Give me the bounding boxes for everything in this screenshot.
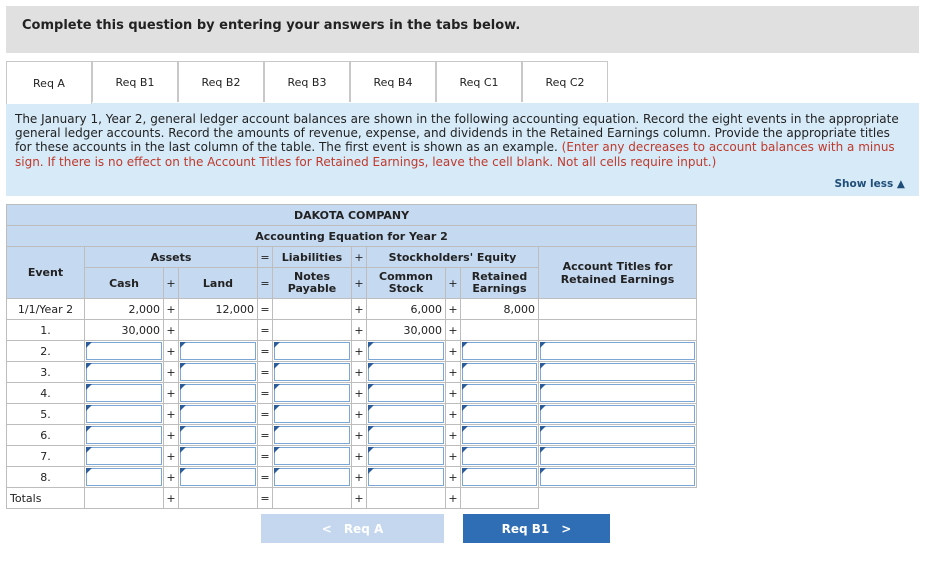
table-row [7, 341, 697, 362]
plus-sign: + [352, 299, 367, 320]
plus-sign: + [164, 446, 179, 467]
plus-sign: + [164, 383, 179, 404]
liabilities-header: Liabilities [273, 247, 352, 268]
question-header [6, 6, 919, 53]
plus-sign: + [352, 341, 367, 362]
plus-sign: + [164, 341, 179, 362]
titles-total [539, 488, 697, 509]
equals-sign: = [258, 488, 273, 509]
instructions-main: The January 1, Year 2, general ledger account balances are shown in the following accounting equation. Record the eight events in the appropriate general ledger accounts. Record the amounts of revenue, expense, and dividends in the Retained Earnings column. Provide the appropriate titles for these accounts in the last column of the table. The first event is shown as an example. [15, 112, 899, 155]
land-input[interactable] [179, 467, 258, 488]
common-total [367, 488, 446, 509]
triangle-up-icon: ▲ [896, 178, 905, 190]
plus-sign: + [164, 425, 179, 446]
show-less-toggle[interactable] [834, 178, 905, 190]
cash-value: 30,000 [85, 320, 164, 341]
equals-sign: = [258, 446, 273, 467]
notes-payable-input[interactable] [273, 362, 352, 383]
notes-value [273, 299, 352, 320]
equals-sign: = [258, 404, 273, 425]
prev-req-label: Req A [343, 521, 384, 536]
event-label: 6. [7, 425, 85, 446]
equals-sign: = [258, 247, 273, 268]
land-header: Land [179, 268, 258, 299]
notes-payable-input[interactable] [273, 341, 352, 362]
table-row [7, 299, 697, 320]
plus-sign: + [446, 488, 461, 509]
show-less-label: Show less [834, 178, 894, 190]
table-subtitle: Accounting Equation for Year 2 [7, 226, 697, 247]
plus-sign: + [352, 247, 367, 268]
equals-sign: = [258, 467, 273, 488]
notes-payable-header: Notes Payable [273, 268, 352, 299]
table-row [7, 362, 697, 383]
retained-value: 8,000 [461, 299, 539, 320]
plus-sign: + [352, 320, 367, 341]
equals-sign: = [258, 341, 273, 362]
titles-value [539, 299, 697, 320]
event-header: Event [7, 247, 85, 299]
cash-input[interactable] [85, 446, 164, 467]
land-value: 12,000 [179, 299, 258, 320]
plus-sign: + [164, 268, 179, 299]
common-stock-input[interactable] [367, 467, 446, 488]
notes-value [273, 320, 352, 341]
common-stock-input[interactable] [367, 362, 446, 383]
common-value: 30,000 [367, 320, 446, 341]
titles-value [539, 320, 697, 341]
retained-earnings-input[interactable] [461, 467, 539, 488]
tab-req-c1[interactable]: Req C1 [436, 61, 522, 102]
event-label: 2. [7, 341, 85, 362]
cash-input[interactable] [85, 383, 164, 404]
land-input[interactable] [179, 383, 258, 404]
plus-sign: + [164, 467, 179, 488]
table-row [7, 320, 697, 341]
plus-sign: + [352, 446, 367, 467]
plus-sign: + [352, 404, 367, 425]
retained-earnings-header: Retained Earnings [461, 268, 539, 299]
chevron-left-icon: < [321, 521, 332, 536]
instructions-note: (Enter any decreases to account balances with a minus sign. If there is no effect on the Account Titles for Retained Earnings, leave the cell blank. Not all cells require input.) [15, 140, 895, 169]
plus-sign: + [164, 362, 179, 383]
land-input[interactable] [179, 362, 258, 383]
event-label: 3. [7, 362, 85, 383]
plus-sign: + [446, 404, 461, 425]
retained-earnings-input[interactable] [461, 341, 539, 362]
retained-total [461, 488, 539, 509]
plus-sign: + [446, 467, 461, 488]
retained-earnings-input[interactable] [461, 362, 539, 383]
plus-sign: + [446, 446, 461, 467]
account-title-input[interactable] [539, 404, 697, 425]
plus-sign: + [164, 404, 179, 425]
plus-sign: + [446, 383, 461, 404]
equals-sign: = [258, 383, 273, 404]
cash-total [85, 488, 164, 509]
plus-sign: + [352, 383, 367, 404]
event-label: 1. [7, 320, 85, 341]
question-header-text: Complete this question by entering your answers in the tabs below. [22, 18, 521, 33]
tab-req-a[interactable]: Req A [6, 61, 92, 104]
plus-sign: + [164, 299, 179, 320]
common-stock-input[interactable] [367, 404, 446, 425]
accounting-equation-table [6, 204, 697, 509]
tab-req-b1[interactable]: Req B1 [92, 61, 178, 102]
plus-sign: + [446, 268, 461, 299]
retained-earnings-input[interactable] [461, 404, 539, 425]
common-stock-header: Common Stock [367, 268, 446, 299]
plus-sign: + [446, 341, 461, 362]
notes-payable-input[interactable] [273, 404, 352, 425]
plus-sign: + [164, 488, 179, 509]
common-stock-input[interactable] [367, 446, 446, 467]
land-input[interactable] [179, 446, 258, 467]
account-title-input[interactable] [539, 467, 697, 488]
event-label: 5. [7, 404, 85, 425]
equity-header: Stockholders' Equity [367, 247, 539, 268]
event-label: 4. [7, 383, 85, 404]
retained-earnings-input[interactable] [461, 425, 539, 446]
notes-payable-input[interactable] [273, 446, 352, 467]
tab-req-c2[interactable]: Req C2 [522, 61, 608, 102]
retained-earnings-input[interactable] [461, 383, 539, 404]
plus-sign: + [446, 362, 461, 383]
plus-sign: + [352, 425, 367, 446]
assets-header: Assets [85, 247, 258, 268]
retained-earnings-input[interactable] [461, 446, 539, 467]
account-title-input[interactable] [539, 362, 697, 383]
equals-sign: = [258, 268, 273, 299]
table-row [7, 425, 697, 446]
plus-sign: + [446, 320, 461, 341]
account-title-input[interactable] [539, 383, 697, 404]
table-row [7, 467, 697, 488]
plus-sign: + [164, 320, 179, 341]
prev-req-button[interactable] [261, 514, 444, 543]
land-value [179, 320, 258, 341]
tab-req-b3[interactable]: Req B3 [264, 61, 350, 102]
cash-input[interactable] [85, 425, 164, 446]
common-stock-input[interactable] [367, 341, 446, 362]
plus-sign: + [352, 268, 367, 299]
land-total [179, 488, 258, 509]
common-value: 6,000 [367, 299, 446, 320]
table-row [7, 446, 697, 467]
instructions-text [15, 112, 910, 169]
notes-total [273, 488, 352, 509]
event-label: 7. [7, 446, 85, 467]
account-title-input[interactable] [539, 425, 697, 446]
account-title-input[interactable] [539, 341, 697, 362]
land-input[interactable] [179, 404, 258, 425]
totals-row [7, 488, 697, 509]
company-name: DAKOTA COMPANY [7, 205, 697, 226]
common-stock-input[interactable] [367, 383, 446, 404]
cash-header: Cash [85, 268, 164, 299]
equals-sign: = [258, 299, 273, 320]
tab-req-b4[interactable]: Req B4 [350, 61, 436, 102]
cash-input[interactable] [85, 341, 164, 362]
land-input[interactable] [179, 425, 258, 446]
plus-sign: + [446, 425, 461, 446]
common-stock-input[interactable] [367, 425, 446, 446]
totals-label: Totals [7, 488, 85, 509]
instructions-panel [6, 103, 919, 196]
cash-value: 2,000 [85, 299, 164, 320]
titles-header: Account Titles for Retained Earnings [539, 247, 697, 299]
table-row [7, 404, 697, 425]
notes-payable-input[interactable] [273, 425, 352, 446]
cash-input[interactable] [85, 467, 164, 488]
notes-payable-input[interactable] [273, 467, 352, 488]
account-title-input[interactable] [539, 446, 697, 467]
equals-sign: = [258, 362, 273, 383]
next-req-label: Req B1 [501, 521, 550, 536]
tab-req-b2[interactable]: Req B2 [178, 61, 264, 102]
land-input[interactable] [179, 341, 258, 362]
plus-sign: + [446, 299, 461, 320]
cash-input[interactable] [85, 362, 164, 383]
event-label: 8. [7, 467, 85, 488]
table-row [7, 383, 697, 404]
event-label: 1/1/Year 2 [7, 299, 85, 320]
notes-payable-input[interactable] [273, 383, 352, 404]
chevron-right-icon: > [561, 521, 572, 536]
retained-value [461, 320, 539, 341]
equals-sign: = [258, 425, 273, 446]
cash-input[interactable] [85, 404, 164, 425]
plus-sign: + [352, 488, 367, 509]
equals-sign: = [258, 320, 273, 341]
plus-sign: + [352, 362, 367, 383]
plus-sign: + [352, 467, 367, 488]
next-req-button[interactable] [463, 514, 610, 543]
